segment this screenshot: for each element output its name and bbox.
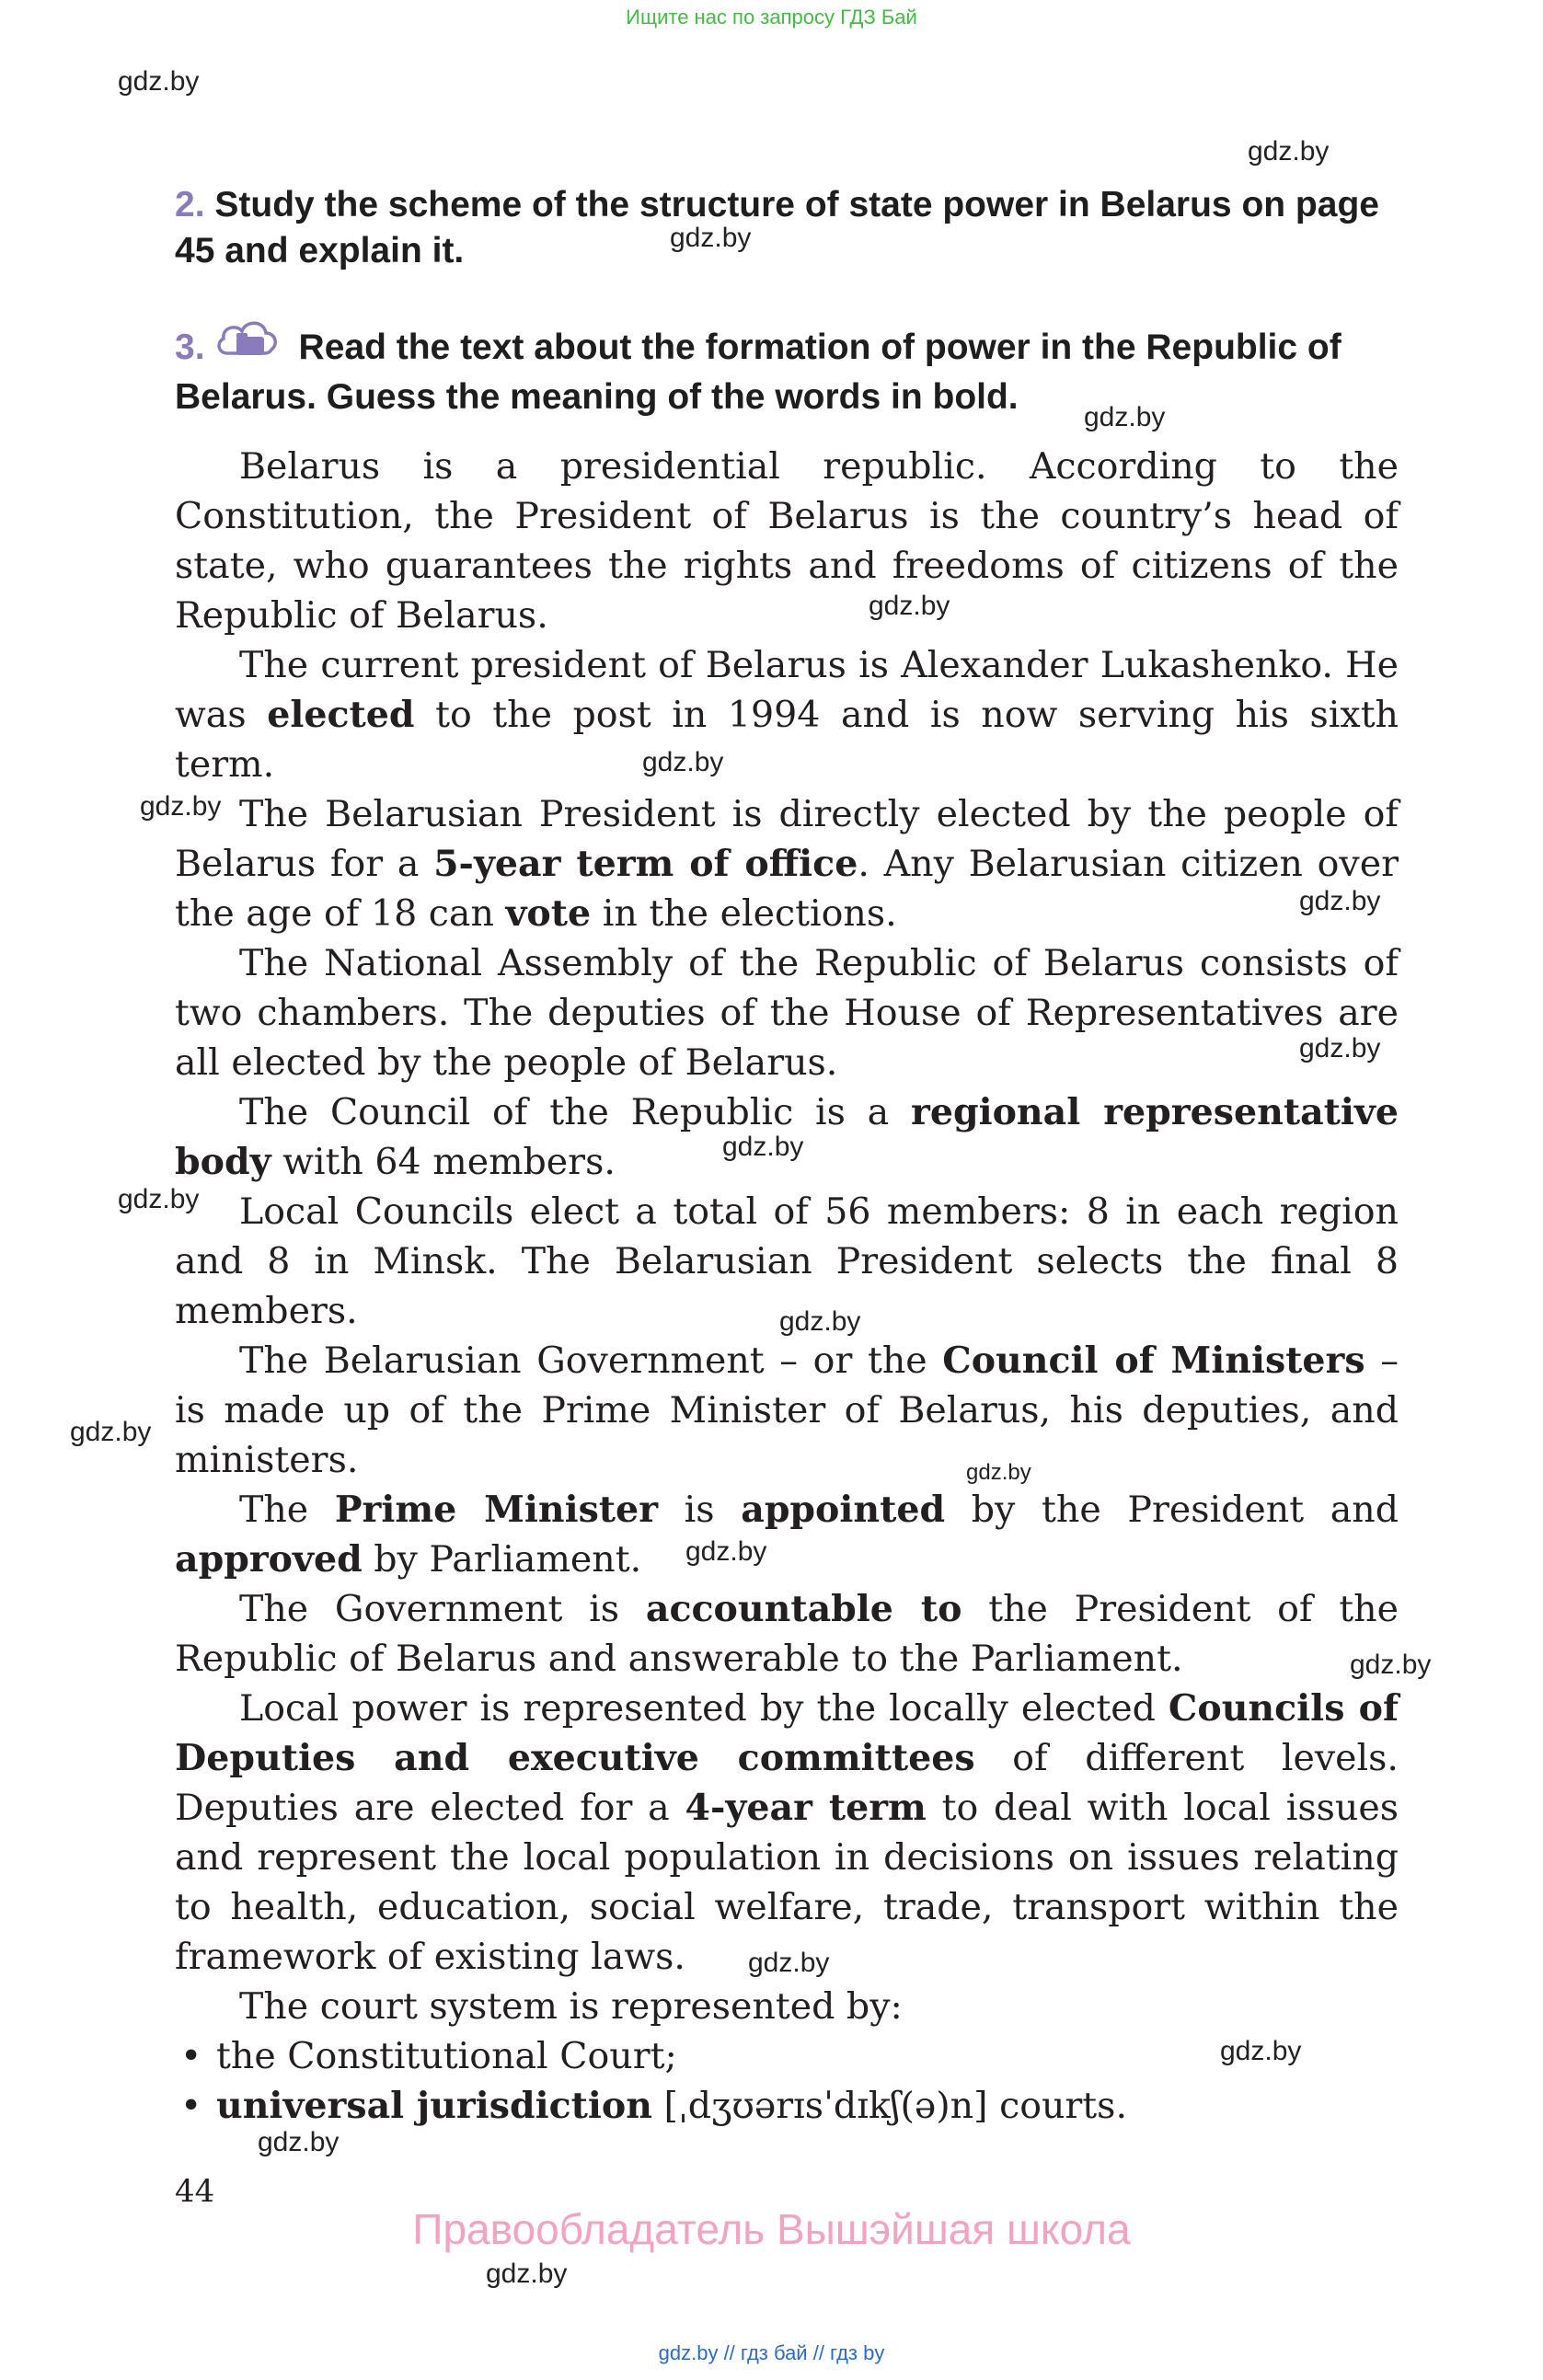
court-list	[175, 2031, 1399, 2131]
watermark: gdz.by	[685, 1536, 767, 1567]
footer-links[interactable]: gdz.by // гдз бай // гдз by	[658, 2341, 885, 2364]
paragraph: The court system is represented by:	[239, 1985, 903, 2028]
watermark: gdz.by	[1220, 2036, 1302, 2066]
watermark: gdz.by	[486, 2259, 568, 2289]
bullet: •	[180, 2035, 202, 2077]
paragraph: The Belarusian Government – or the Council of Ministers – is made up of the Prime Minister of Belarus, his deputies, and ministers.	[175, 1339, 1399, 1481]
watermark: gdz.by	[966, 1460, 1031, 1485]
task-number: 2.	[175, 185, 205, 224]
reading-text	[175, 442, 1399, 2131]
paragraph: The current president of Belarus is Alexander Lukashenko. He was elected to the post in 1994 and is now serving his sixth term.	[175, 644, 1399, 786]
watermark: gdz.by	[1299, 1033, 1381, 1064]
task-3	[175, 316, 1399, 420]
watermark: gdz.by	[1084, 402, 1166, 432]
copyright-notice: Правообладатель Вышэйшая школа	[412, 2205, 1131, 2253]
watermark: gdz.by	[1248, 136, 1330, 167]
watermark: gdz.by	[670, 223, 752, 253]
paragraph: The Council of the Republic is a regional representative body with 64 members.	[175, 1091, 1399, 1183]
paragraph: Local Councils elect a total of 56 members: 8 in each region and 8 in Minsk. The Belarusian President selects the final 8 members.	[175, 1190, 1399, 1332]
watermark: gdz.by	[118, 1184, 200, 1214]
paragraph: Belarus is a presidential republic. According to the Constitution, the President of Belarus is the country’s head of state, who guarantees the rights and freedoms of citizens of the Republic of Belarus.	[175, 445, 1399, 637]
task-text: Study the scheme of the structure of state power in Belarus on page 45 and explain it.	[175, 185, 1379, 270]
task-number: 3.	[175, 328, 205, 367]
paragraph: The Belarusian President is directly elected by the people of Belarus for a 5-year term of office. Any Belarusian citizen over the age of 18 can vote in the elections.	[175, 793, 1399, 935]
watermark: gdz.by	[1299, 886, 1381, 916]
watermark: gdz.by	[118, 66, 200, 97]
paragraph: The Prime Minister is appointed by the President and approved by Parliament.	[175, 1489, 1399, 1581]
watermark: gdz.by	[869, 591, 950, 621]
watermark: gdz.by	[140, 791, 222, 822]
watermark: gdz.by	[1350, 1650, 1432, 1680]
task-2	[175, 182, 1399, 274]
list-item: • the Constitutional Court;	[175, 2031, 1399, 2081]
watermark: gdz.by	[748, 1948, 830, 1978]
watermark: gdz.by	[642, 747, 724, 777]
watermark: gdz.by	[258, 2127, 340, 2157]
paragraph: The National Assembly of the Republic of Belarus consists of two chambers. The deputies of the House of Representatives are all elected by the people of Belarus.	[175, 942, 1399, 1084]
watermark: gdz.by	[779, 1306, 861, 1337]
top-banner: Ищите нас по запросу ГДЗ Бай	[626, 6, 917, 29]
watermark: gdz.by	[70, 1417, 152, 1447]
watermark: gdz.by	[722, 1132, 804, 1162]
bullet: •	[180, 2085, 202, 2127]
paragraph: Local power is represented by the locally elected Councils of Deputies and executive committees of different levels. Deputies are elected for a 4-year term to deal with local issues and represent the local population in decisions on issues relating to health, education, social welfare, trade, transport within the framework of existing laws.	[175, 1687, 1399, 1978]
page-number: 44	[175, 2173, 215, 2210]
list-item: • universal jurisdiction [ˌdʒʊərɪsˈdɪkʃ(ə)n] courts.	[175, 2081, 1399, 2131]
paragraph: The Government is accountable to the President of the Republic of Belarus and answerable to the Parliament.	[175, 1588, 1399, 1680]
cloud-folder-icon	[214, 316, 282, 374]
task-text: Read the text about the formation of power in the Republic of Belarus. Guess the meaning of the words in bold.	[175, 328, 1341, 417]
